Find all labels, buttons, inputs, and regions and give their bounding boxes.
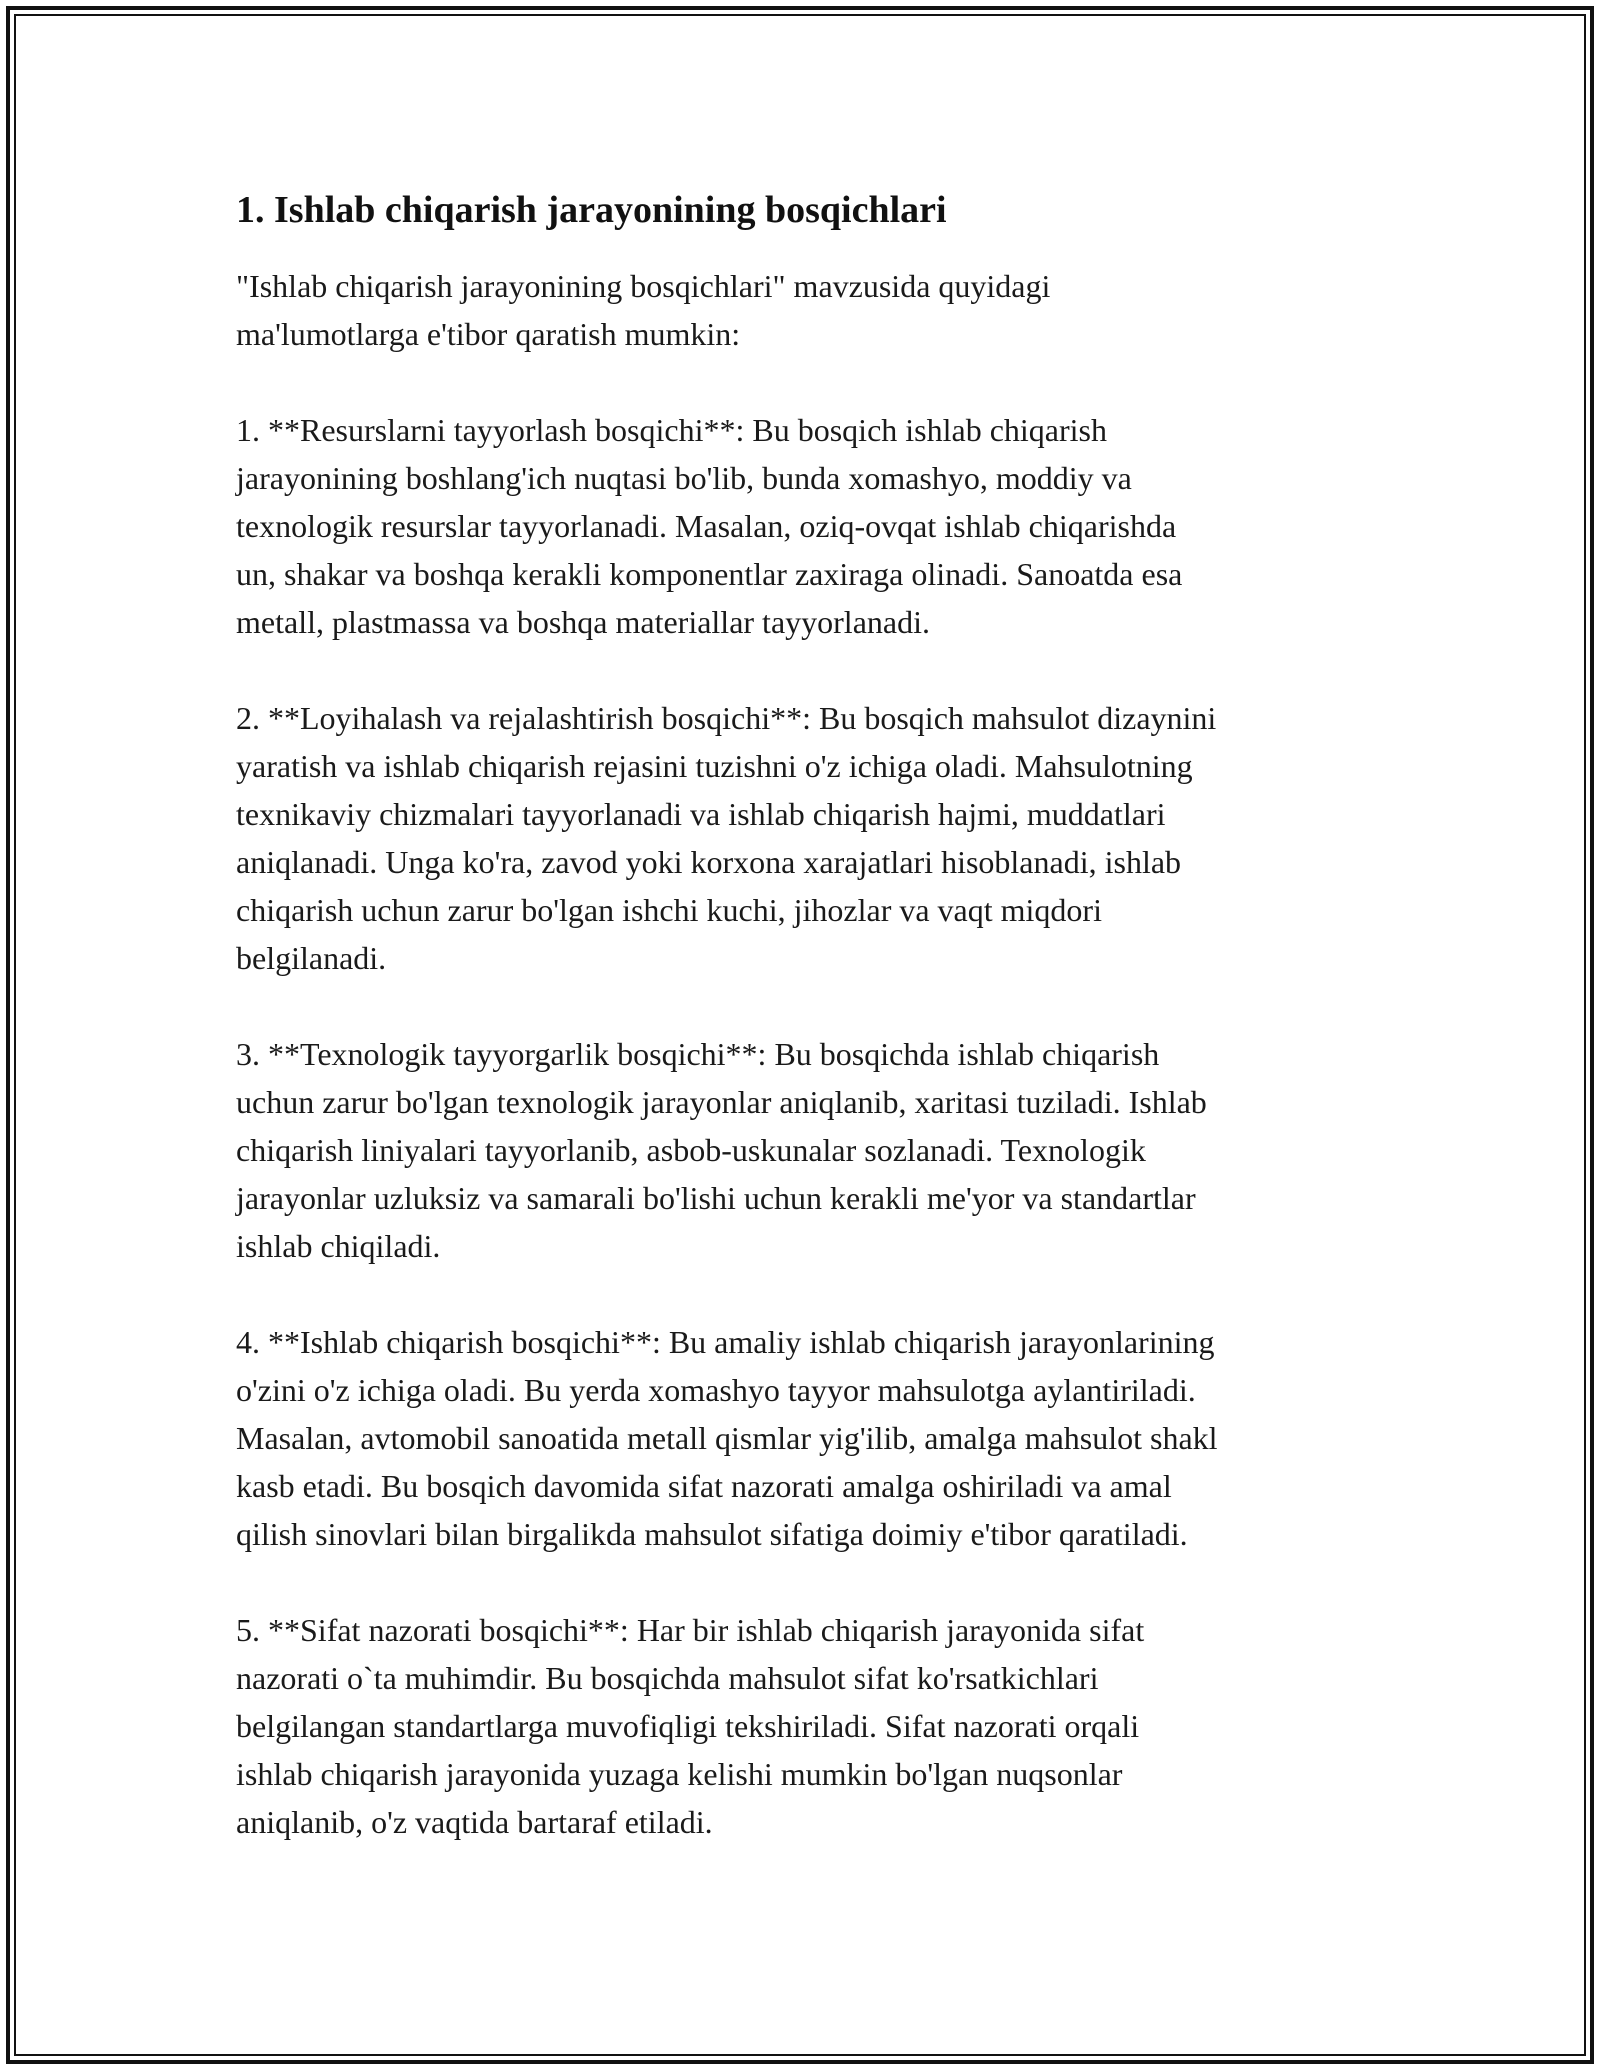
- paragraph-gap: [236, 1270, 1386, 1318]
- section-paragraph-5: 5. **Sifat nazorati bosqichi**: Har bir ishlab chiqarish jarayonida sifat nazorati o`ta muhimdir. Bu bosqichda mahsulot sifat ko'rsatkichlari belgilangan standartlarga muvofiqligi tekshiriladi. Sifat nazorati orqali ishlab chiqarish jarayonida yuzaga kelishi mumkin bo'lgan nuqsonlar aniqlanib, o'z vaqtida bartaraf etiladi.: [236, 1612, 1145, 1840]
- paragraph-gap: [236, 646, 1386, 694]
- document-title: 1. Ishlab chiqarish jarayonining bosqichlari: [236, 189, 947, 231]
- document-body: [236, 186, 1386, 1846]
- section-paragraph-4: 4. **Ishlab chiqarish bosqichi**: Bu amaliy ishlab chiqarish jarayonlarining o'zini o'z ichiga oladi. Bu yerda xomashyo tayyor mahsulotga aylantiriladi. Masalan, avtomobil sanoatida metall qismlar yig'ilib, amalga mahsulot shakl kasb etadi. Bu bosqich davomida sifat nazorati amalga oshiriladi va amal qilish sinovlari bilan birgalikda mahsulot sifatiga doimiy e'tibor qaratiladi.: [236, 1324, 1218, 1552]
- intro-paragraph: "Ishlab chiqarish jarayonining bosqichlari" mavzusida quyidagi ma'lumotlarga e'tibor qaratish mumkin:: [236, 268, 1051, 352]
- section-paragraph-1: 1. **Resurslarni tayyorlash bosqichi**: Bu bosqich ishlab chiqarish jarayonining boshlang'ich nuqtasi bo'lib, bunda xomashyo, moddiy va texnologik resurslar tayyorlanadi. Masalan, oziq-ovqat ishlab chiqarishda un, shakar va boshqa kerakli komponentlar zaxiraga olinadi. Sanoatda esa metall, plastmassa va boshqa materiallar tayyorlanadi.: [236, 412, 1183, 640]
- section-paragraph-2: 2. **Loyihalash va rejalashtirish bosqichi**: Bu bosqich mahsulot dizaynini yaratish va ishlab chiqarish rejasini tuzishni o'z ichiga oladi. Mahsulotning texnikaviy chizmalari tayyorlanadi va ishlab chiqarish hajmi, muddatlari aniqlanadi. Unga ko'ra, zavod yoki korxona xarajatlari hisoblanadi, ishlab chiqarish uchun zarur bo'lgan ishchi kuchi, jihozlar va vaqt miqdori belgilanadi.: [236, 700, 1217, 976]
- paragraph-gap: [236, 982, 1386, 1030]
- paragraph-gap: [236, 358, 1386, 406]
- paragraph-gap: [236, 1558, 1386, 1606]
- section-paragraph-3: 3. **Texnologik tayyorgarlik bosqichi**: Bu bosqichda ishlab chiqarish uchun zarur bo'lgan texnologik jarayonlar aniqlanib, xaritasi tuziladi. Ishlab chiqarish liniyalari tayyorlanib, asbob-uskunalar sozlanadi. Texnologik jarayonlar uzluksiz va samarali bo'lishi uchun kerakli me'yor va standartlar ishlab chiqiladi.: [236, 1036, 1207, 1264]
